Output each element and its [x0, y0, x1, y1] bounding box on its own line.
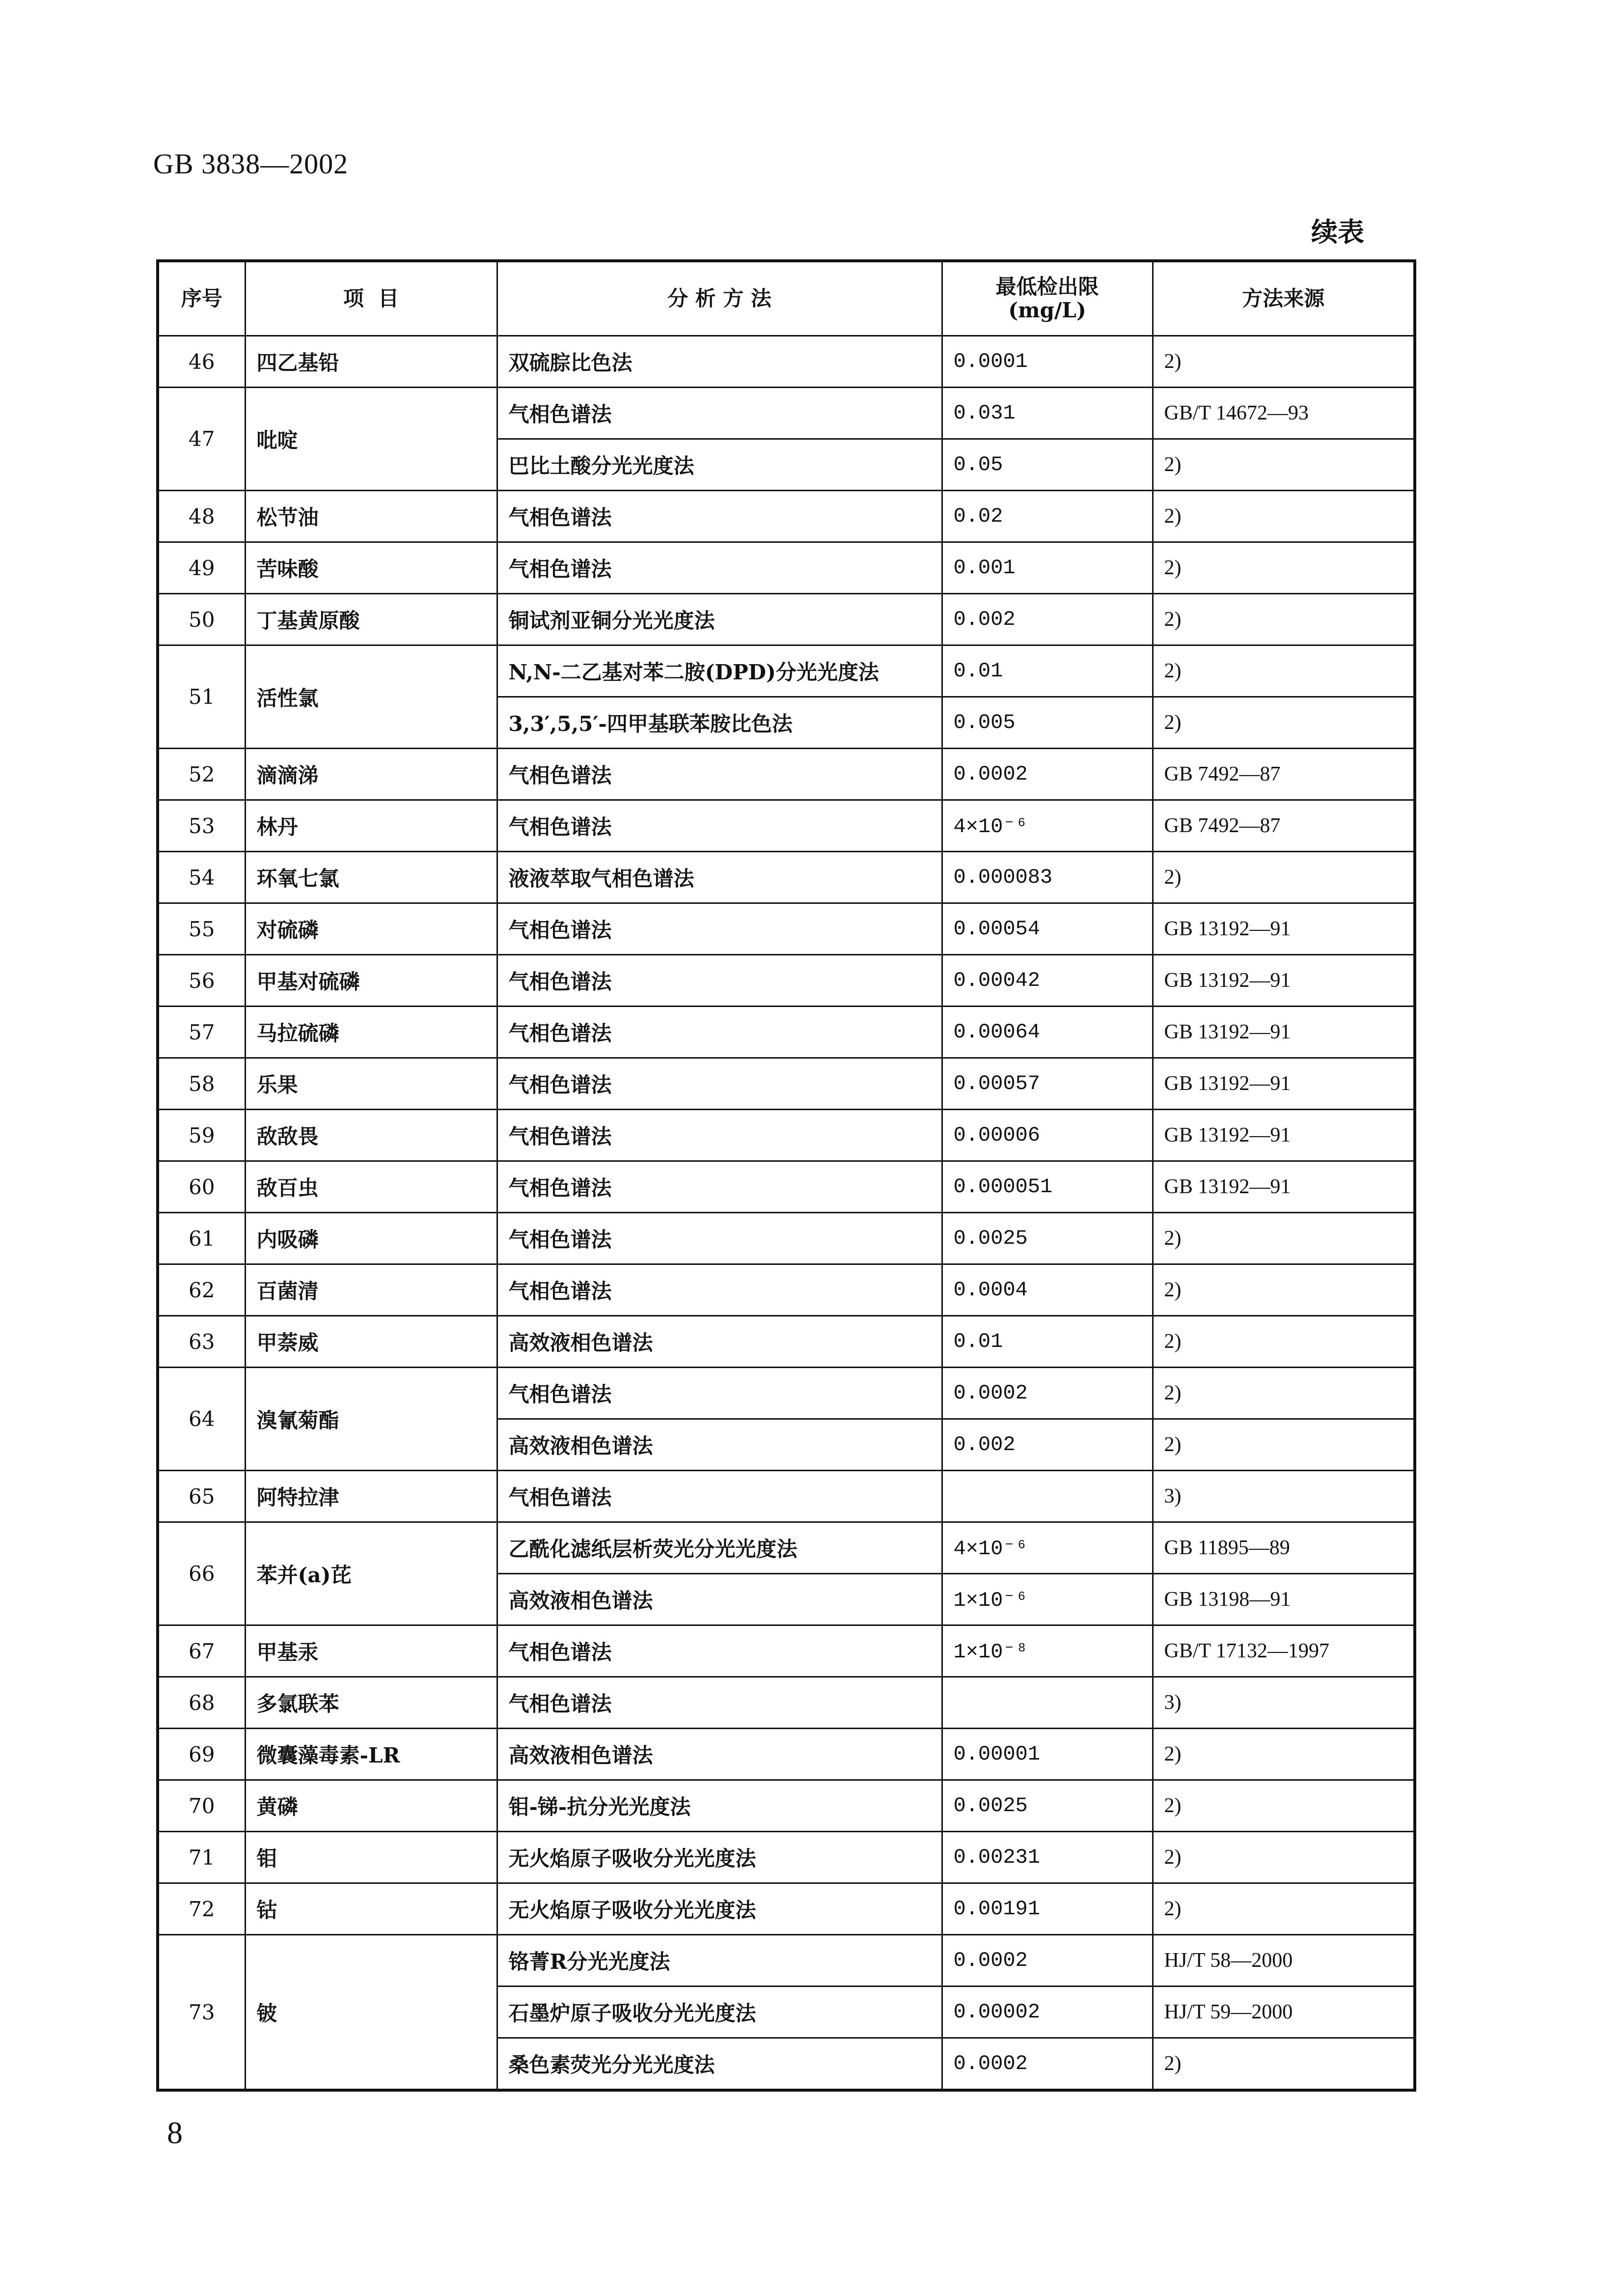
analysis-method: 钼-锑-抗分光光度法 [497, 1780, 942, 1832]
method-source: 2) [1153, 1264, 1415, 1316]
method-source: GB 7492—87 [1153, 749, 1415, 800]
detection-limit: 0.00002 [942, 1987, 1153, 2038]
item-name: 阿特拉津 [245, 1471, 497, 1522]
method-source: 2) [1153, 1419, 1415, 1471]
item-name: 四乙基铅 [245, 336, 497, 388]
method-source: 2) [1153, 645, 1415, 697]
method-source: GB/T 14672—93 [1153, 388, 1415, 439]
row-number: 68 [158, 1677, 245, 1729]
method-source: HJ/T 58—2000 [1153, 1935, 1415, 1987]
item-name: 钴 [245, 1883, 497, 1935]
item-name: 百菌清 [245, 1264, 497, 1316]
table-row [158, 594, 1415, 645]
analysis-method: 乙酰化滤纸层析荧光分光光度法 [497, 1522, 942, 1574]
analysis-method: 无火焰原子吸收分光光度法 [497, 1832, 942, 1883]
detection-methods-table [156, 259, 1416, 2092]
row-number: 53 [158, 800, 245, 852]
row-number: 69 [158, 1729, 245, 1780]
analysis-method: 气相色谱法 [497, 1368, 942, 1419]
analysis-method: 铜试剂亚铜分光光度法 [497, 594, 942, 645]
detection-limit: 0.00054 [942, 903, 1153, 955]
analysis-method: 桑色素荧光分光光度法 [497, 2038, 942, 2091]
detection-limit: 0.00006 [942, 1110, 1153, 1161]
analysis-method: 石墨炉原子吸收分光光度法 [497, 1987, 942, 2038]
header-source: 方法来源 [1153, 261, 1415, 336]
item-name: 甲萘威 [245, 1316, 497, 1368]
standard-code: GB 3838—2002 [153, 148, 349, 180]
detection-limit [942, 1677, 1153, 1729]
detection-limit: 4×10⁻⁶ [942, 1522, 1153, 1574]
analysis-method: 高效液相色谱法 [497, 1574, 942, 1625]
table-row [158, 1677, 1415, 1729]
analysis-method: 气相色谱法 [497, 1058, 942, 1110]
detection-limit: 0.005 [942, 697, 1153, 749]
item-name: 溴氰菊酯 [245, 1368, 497, 1471]
method-source: 2) [1153, 491, 1415, 542]
table-row [158, 1110, 1415, 1161]
analysis-method: 气相色谱法 [497, 955, 942, 1007]
method-source: 2) [1153, 1213, 1415, 1264]
method-source: GB 13192—91 [1153, 955, 1415, 1007]
item-name: 苯并(a)芘 [245, 1522, 497, 1625]
detection-limit: 0.0002 [942, 1368, 1153, 1419]
table-row [158, 1471, 1415, 1522]
item-name: 敌百虫 [245, 1161, 497, 1213]
item-name: 黄磷 [245, 1780, 497, 1832]
method-source: 2) [1153, 1832, 1415, 1883]
detection-limit: 4×10⁻⁶ [942, 800, 1153, 852]
detection-limit: 0.002 [942, 1419, 1153, 1471]
detection-limit: 0.0025 [942, 1213, 1153, 1264]
item-name: 环氧七氯 [245, 852, 497, 903]
analysis-method: 气相色谱法 [497, 1007, 942, 1058]
detection-limit: 0.001 [942, 542, 1153, 594]
table-row [158, 800, 1415, 852]
detection-limit: 0.000051 [942, 1161, 1153, 1213]
item-name: 甲基汞 [245, 1625, 497, 1677]
table-row [158, 1729, 1415, 1780]
method-source: 2) [1153, 2038, 1415, 2091]
analysis-method: 气相色谱法 [497, 1161, 942, 1213]
method-source: 2) [1153, 1316, 1415, 1368]
analysis-method: 气相色谱法 [497, 1264, 942, 1316]
continued-label: 续表 [1311, 216, 1364, 248]
analysis-method: 气相色谱法 [497, 1625, 942, 1677]
table-row [158, 491, 1415, 542]
detection-limit: 0.0004 [942, 1264, 1153, 1316]
row-number: 64 [158, 1368, 245, 1471]
row-number: 70 [158, 1780, 245, 1832]
row-number: 55 [158, 903, 245, 955]
table-row [158, 645, 1415, 697]
analysis-method: 高效液相色谱法 [497, 1729, 942, 1780]
analysis-method: 铬菁R分光光度法 [497, 1935, 942, 1987]
method-source: 2) [1153, 594, 1415, 645]
method-source: 3) [1153, 1471, 1415, 1522]
table-row [158, 1213, 1415, 1264]
item-name: 多氯联苯 [245, 1677, 497, 1729]
table-row [158, 1161, 1415, 1213]
row-number: 61 [158, 1213, 245, 1264]
table-row [158, 1264, 1415, 1316]
table-row [158, 1832, 1415, 1883]
detection-limit: 0.031 [942, 388, 1153, 439]
row-number: 63 [158, 1316, 245, 1368]
analysis-method: 气相色谱法 [497, 1677, 942, 1729]
row-number: 58 [158, 1058, 245, 1110]
analysis-method: 气相色谱法 [497, 903, 942, 955]
row-number: 59 [158, 1110, 245, 1161]
detection-limit: 0.02 [942, 491, 1153, 542]
analysis-method: 气相色谱法 [497, 542, 942, 594]
item-name: 对硫磷 [245, 903, 497, 955]
table-row [158, 852, 1415, 903]
row-number: 67 [158, 1625, 245, 1677]
analysis-method: 气相色谱法 [497, 491, 942, 542]
analysis-method: 液液萃取气相色谱法 [497, 852, 942, 903]
table-row [158, 749, 1415, 800]
detection-limit: 0.00001 [942, 1729, 1153, 1780]
row-number: 62 [158, 1264, 245, 1316]
method-source: GB 11895—89 [1153, 1522, 1415, 1574]
item-name: 马拉硫磷 [245, 1007, 497, 1058]
method-source: 2) [1153, 697, 1415, 749]
item-name: 丁基黄原酸 [245, 594, 497, 645]
row-number: 52 [158, 749, 245, 800]
table-row [158, 1522, 1415, 1574]
detection-limit: 0.05 [942, 439, 1153, 491]
detection-limit: 0.00231 [942, 1832, 1153, 1883]
method-source: GB 13192—91 [1153, 903, 1415, 955]
detection-limit: 0.0002 [942, 749, 1153, 800]
row-number: 46 [158, 336, 245, 388]
table-row [158, 903, 1415, 955]
row-number: 73 [158, 1935, 245, 2091]
method-source: 2) [1153, 542, 1415, 594]
row-number: 65 [158, 1471, 245, 1522]
page-number: 8 [167, 2115, 183, 2150]
analysis-method: 高效液相色谱法 [497, 1316, 942, 1368]
table-header-row [158, 261, 1415, 336]
method-source: 2) [1153, 1883, 1415, 1935]
row-number: 49 [158, 542, 245, 594]
header-no: 序号 [158, 261, 245, 336]
item-name: 钼 [245, 1832, 497, 1883]
row-number: 48 [158, 491, 245, 542]
row-number: 71 [158, 1832, 245, 1883]
item-name: 活性氯 [245, 645, 497, 749]
method-source: GB/T 17132—1997 [1153, 1625, 1415, 1677]
method-source: GB 13192—91 [1153, 1007, 1415, 1058]
detection-limit: 0.000083 [942, 852, 1153, 903]
method-source: GB 13198—91 [1153, 1574, 1415, 1625]
item-name: 吡啶 [245, 388, 497, 491]
row-number: 66 [158, 1522, 245, 1625]
analysis-method: 气相色谱法 [497, 1110, 942, 1161]
row-number: 57 [158, 1007, 245, 1058]
item-name: 敌敌畏 [245, 1110, 497, 1161]
analysis-method: 气相色谱法 [497, 388, 942, 439]
analysis-method: 气相色谱法 [497, 800, 942, 852]
method-source: 2) [1153, 1368, 1415, 1419]
detection-limit: 0.0001 [942, 336, 1153, 388]
row-number: 47 [158, 388, 245, 491]
table-row [158, 1625, 1415, 1677]
item-name: 微囊藻毒素-LR [245, 1729, 497, 1780]
item-name: 松节油 [245, 491, 497, 542]
table-row [158, 336, 1415, 388]
row-number: 54 [158, 852, 245, 903]
analysis-method: 3,3′,5,5′-四甲基联苯胺比色法 [497, 697, 942, 749]
method-source: 2) [1153, 852, 1415, 903]
method-source: 2) [1153, 1729, 1415, 1780]
analysis-method: 气相色谱法 [497, 749, 942, 800]
row-number: 72 [158, 1883, 245, 1935]
analysis-method: 双硫腙比色法 [497, 336, 942, 388]
detection-limit: 0.00064 [942, 1007, 1153, 1058]
detection-limit: 0.01 [942, 645, 1153, 697]
detection-limit: 0.0025 [942, 1780, 1153, 1832]
analysis-method: 高效液相色谱法 [497, 1419, 942, 1471]
detection-limit: 0.00057 [942, 1058, 1153, 1110]
method-source: HJ/T 59—2000 [1153, 1987, 1415, 2038]
item-name: 苦味酸 [245, 542, 497, 594]
header-limit: 最低检出限 (mg/L) [942, 261, 1153, 336]
analysis-method: 气相色谱法 [497, 1471, 942, 1522]
detection-limit: 0.0002 [942, 1935, 1153, 1987]
table-row [158, 388, 1415, 439]
detection-limit [942, 1471, 1153, 1522]
table-row [158, 542, 1415, 594]
table-row [158, 1058, 1415, 1110]
detection-limit: 0.002 [942, 594, 1153, 645]
item-name: 内吸磷 [245, 1213, 497, 1264]
detection-limit: 1×10⁻⁶ [942, 1574, 1153, 1625]
item-name: 乐果 [245, 1058, 497, 1110]
method-source: 2) [1153, 336, 1415, 388]
detection-limit: 0.0002 [942, 2038, 1153, 2091]
method-source: GB 13192—91 [1153, 1161, 1415, 1213]
row-number: 50 [158, 594, 245, 645]
method-source: GB 13192—91 [1153, 1110, 1415, 1161]
method-source: 3) [1153, 1677, 1415, 1729]
item-name: 林丹 [245, 800, 497, 852]
detection-limit: 0.00191 [942, 1883, 1153, 1935]
table-row [158, 1780, 1415, 1832]
detection-limit: 1×10⁻⁸ [942, 1625, 1153, 1677]
table-row [158, 1316, 1415, 1368]
header-item: 项 目 [245, 261, 497, 336]
detection-limit: 0.01 [942, 1316, 1153, 1368]
analysis-method: 巴比土酸分光光度法 [497, 439, 942, 491]
row-number: 56 [158, 955, 245, 1007]
item-name: 甲基对硫磷 [245, 955, 497, 1007]
table-row [158, 1368, 1415, 1419]
item-name: 滴滴涕 [245, 749, 497, 800]
table-row [158, 1883, 1415, 1935]
analysis-method: 无火焰原子吸收分光光度法 [497, 1883, 942, 1935]
method-source: GB 7492—87 [1153, 800, 1415, 852]
table-row [158, 955, 1415, 1007]
table-row [158, 1935, 1415, 1987]
analysis-method: 气相色谱法 [497, 1213, 942, 1264]
row-number: 60 [158, 1161, 245, 1213]
item-name: 铍 [245, 1935, 497, 2091]
analysis-method: N,N-二乙基对苯二胺(DPD)分光光度法 [497, 645, 942, 697]
detection-limit: 0.00042 [942, 955, 1153, 1007]
method-source: 2) [1153, 439, 1415, 491]
row-number: 51 [158, 645, 245, 749]
method-source: 2) [1153, 1780, 1415, 1832]
table-row [158, 1007, 1415, 1058]
method-source: GB 13192—91 [1153, 1058, 1415, 1110]
header-method: 分 析 方 法 [497, 261, 942, 336]
